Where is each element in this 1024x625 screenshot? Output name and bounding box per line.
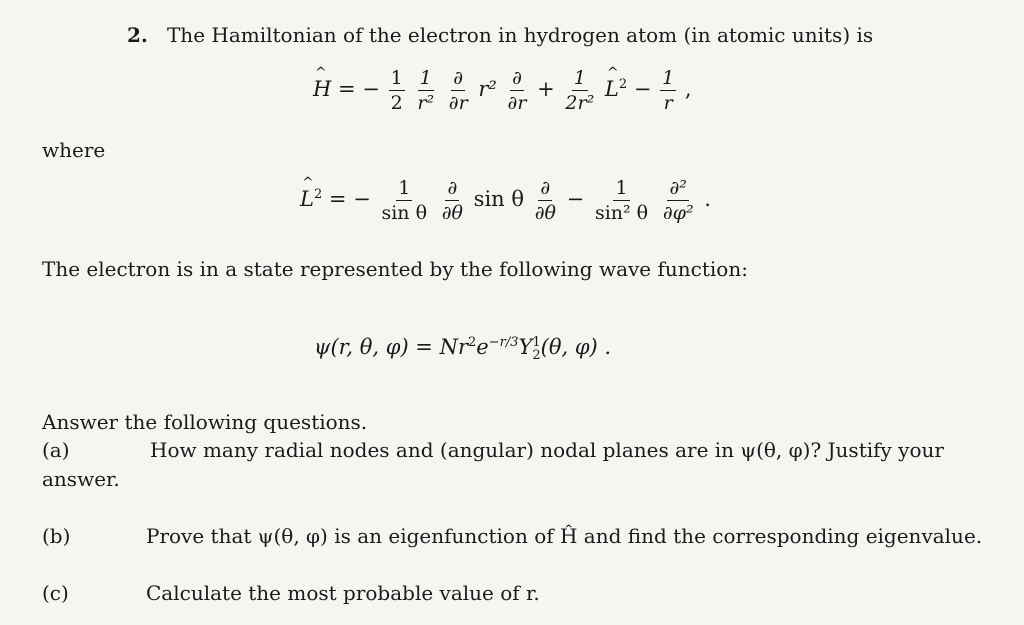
fraction-3: $\frac{\partial}{\partial r}$: [448, 67, 468, 114]
fraction-5: $\frac{1}{\text{2r²}}$: [565, 67, 595, 114]
part-b-label: (b): [42, 524, 71, 548]
answer-intro: Answer the following questions.: [42, 410, 368, 434]
l2-fraction-4: $\frac{1}{\text{sin² θ}}$: [594, 177, 649, 224]
hamiltonian-equation: [313, 66, 692, 115]
l2-minus: −: [566, 187, 585, 211]
l2-fraction-2: $\frac{\partial}{\partial\theta}$: [441, 177, 463, 224]
l2-fraction-1: $\frac{1}{\text{sin θ}}$: [381, 177, 428, 224]
state-text: The electron is in a state represented by the following wave function:: [42, 257, 748, 281]
l-power: 2: [618, 77, 628, 92]
equals-minus: = −: [338, 77, 380, 101]
fraction-2: $\frac{1}{\text{r²}}$: [417, 67, 435, 114]
hamiltonian-symbol: ^ H: [313, 77, 331, 101]
l2-equals: = −: [328, 187, 371, 211]
l2-fraction-3: $\frac{\partial}{\partial\theta}$: [534, 177, 556, 224]
exp-power: −r/3: [488, 335, 519, 350]
exp-e: e: [476, 335, 489, 359]
comma: ,: [684, 77, 692, 101]
part-c-text: Calculate the most probable value of r.: [146, 581, 540, 605]
problem-header: [127, 23, 873, 47]
fraction-1: $\frac{1}{2}$: [390, 67, 403, 114]
plus-sign: +: [537, 77, 555, 101]
y-subscript: 2: [532, 347, 541, 363]
psi-lhs: ψ(r, θ, φ) = Nr: [314, 335, 468, 359]
r-squared: r²: [478, 77, 497, 101]
l-operator: ^ L: [605, 77, 619, 101]
l2-symbol: ^ L: [300, 187, 314, 211]
part-a-continuation: answer.: [42, 467, 120, 491]
l2-equation: [300, 176, 711, 225]
l2-dot: .: [704, 187, 711, 211]
part-a-text: How many radial nodes and (angular) nodal planes are in ψ(θ, φ)? Justify your: [150, 438, 944, 462]
l2-power: 2: [313, 187, 323, 202]
wavefunction-equation: [314, 335, 611, 362]
minus-sign: −: [633, 77, 652, 101]
psi-tail: (θ, φ) .: [540, 335, 612, 359]
where-label: where: [42, 138, 106, 162]
y-superscript: 1: [532, 334, 541, 350]
r-power: 2: [468, 335, 477, 350]
l2-sin-theta: sin θ: [473, 187, 525, 211]
part-a-label: (a): [42, 438, 70, 462]
problem-number: 2.: [127, 23, 148, 47]
part-b-text: Prove that ψ(θ, φ) is an eigenfunction of Ĥ and find the corresponding eigenvalue.: [146, 524, 983, 548]
l2-fraction-5: $\frac{\text{∂²}}{\text{∂φ²}}$: [662, 177, 694, 224]
part-c-label: (c): [42, 581, 69, 605]
fraction-4: $\frac{\partial}{\partial r}$: [507, 67, 527, 114]
problem-intro: The Hamiltonian of the electron in hydrogen atom (in atomic units) is: [166, 23, 874, 47]
spherical-harmonic: Y: [518, 335, 533, 359]
fraction-6: $\frac{1}{r}$: [662, 67, 675, 114]
